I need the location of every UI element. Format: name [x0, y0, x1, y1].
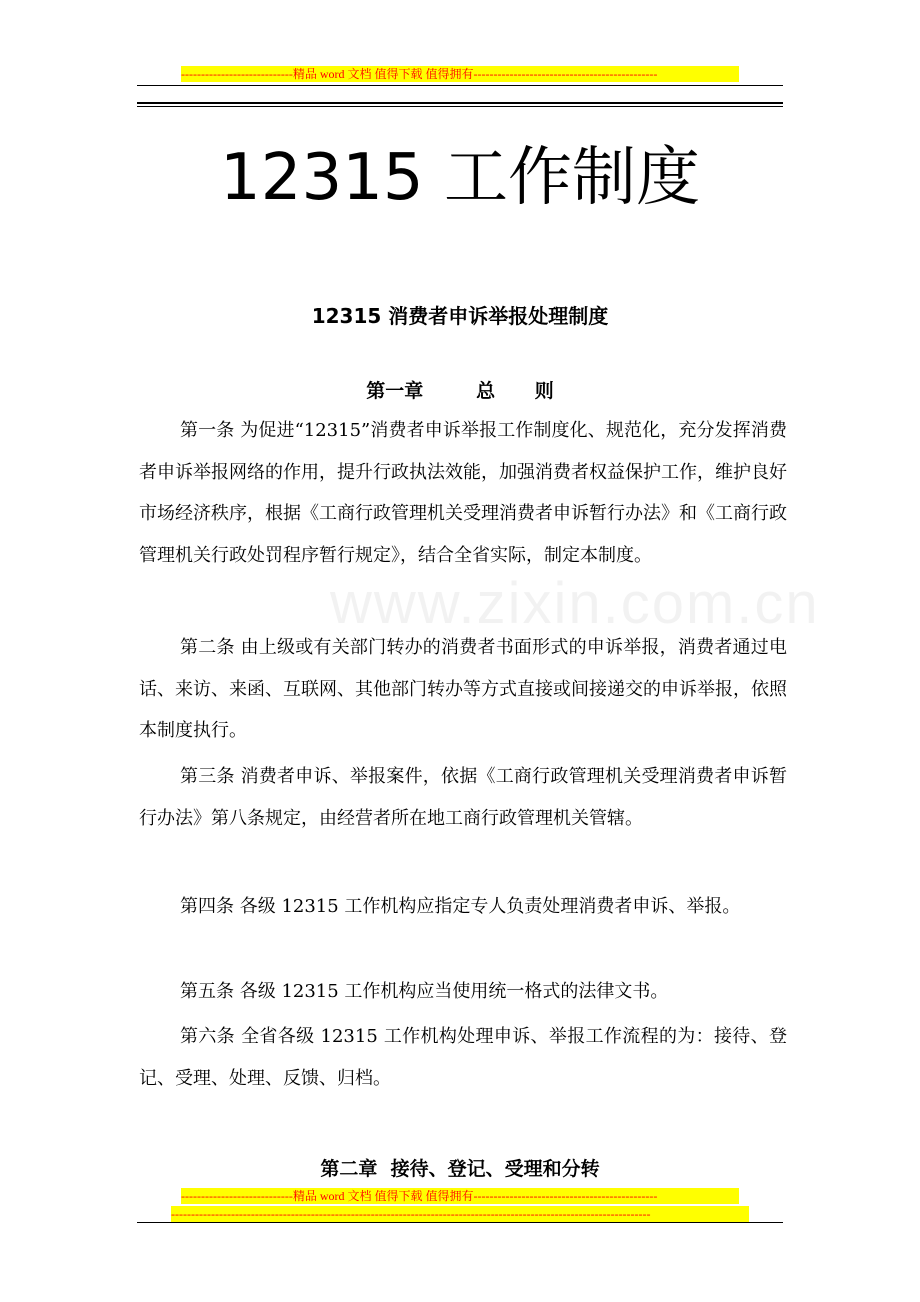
watermark: www.zixin.com.cn — [330, 571, 820, 636]
header-rule-double-top — [137, 102, 783, 104]
article-1: 第一条 为促进“12315”消费者申诉举报工作制度化、规范化，充分发挥消费者申诉举报网络的作用，提升行政执法效能，加强消费者权益保护工作，维护良好市场经济秩序，根据《工商行政管理机关受理消费者申诉暂行办法》和《工商行政管理机关行政处罚程序暂行规定》，结合全省实际，制定本制度。 — [139, 420, 787, 566]
footer-rule — [137, 1222, 783, 1223]
article-2: 第二条 由上级或有关部门转办的消费者书面形式的申诉举报，消费者通过电话、来访、来函、互联网、其他部门转办等方式直接或间接递交的申诉举报，依照本制度执行。 — [139, 637, 787, 741]
article-4: 第四条 各级 12315 工作机构应指定专人负责处理消费者申诉、举报。 — [180, 896, 741, 917]
chapter-heading-1: 第一章 总 则 — [366, 380, 554, 402]
header-rule-double-bottom — [137, 106, 783, 107]
footer-banner: ----------------------------精品 word 文档 值得下载 值得拥有---------------------------------------------- — [181, 1188, 739, 1204]
document-title: 12315 工作制度 — [220, 141, 700, 215]
article-3: 第三条 消费者申诉、举报案件，依据《工商行政管理机关受理消费者申诉暂行办法》第八条规定，由经营者所在地工商行政管理机关管辖。 — [139, 766, 787, 829]
footer-dash-line: ------------------------------------------------------------------------------------------------------------------------ — [171, 1206, 749, 1222]
article-5: 第五条 各级 12315 工作机构应当使用统一格式的法律文书。 — [180, 981, 669, 1002]
header-rule-thick — [137, 85, 783, 86]
chapter-heading-2: 第二章 接待、登记、受理和分转 — [320, 1158, 600, 1180]
document-subtitle: 12315 消费者申诉举报处理制度 — [311, 304, 609, 328]
article-6: 第六条 全省各级 12315 工作机构处理申诉、举报工作流程的为：接待、登记、受理、处理、反馈、归档。 — [139, 1026, 787, 1089]
header-banner: ----------------------------精品 word 文档 值得下载 值得拥有---------------------------------------------- — [181, 66, 739, 82]
